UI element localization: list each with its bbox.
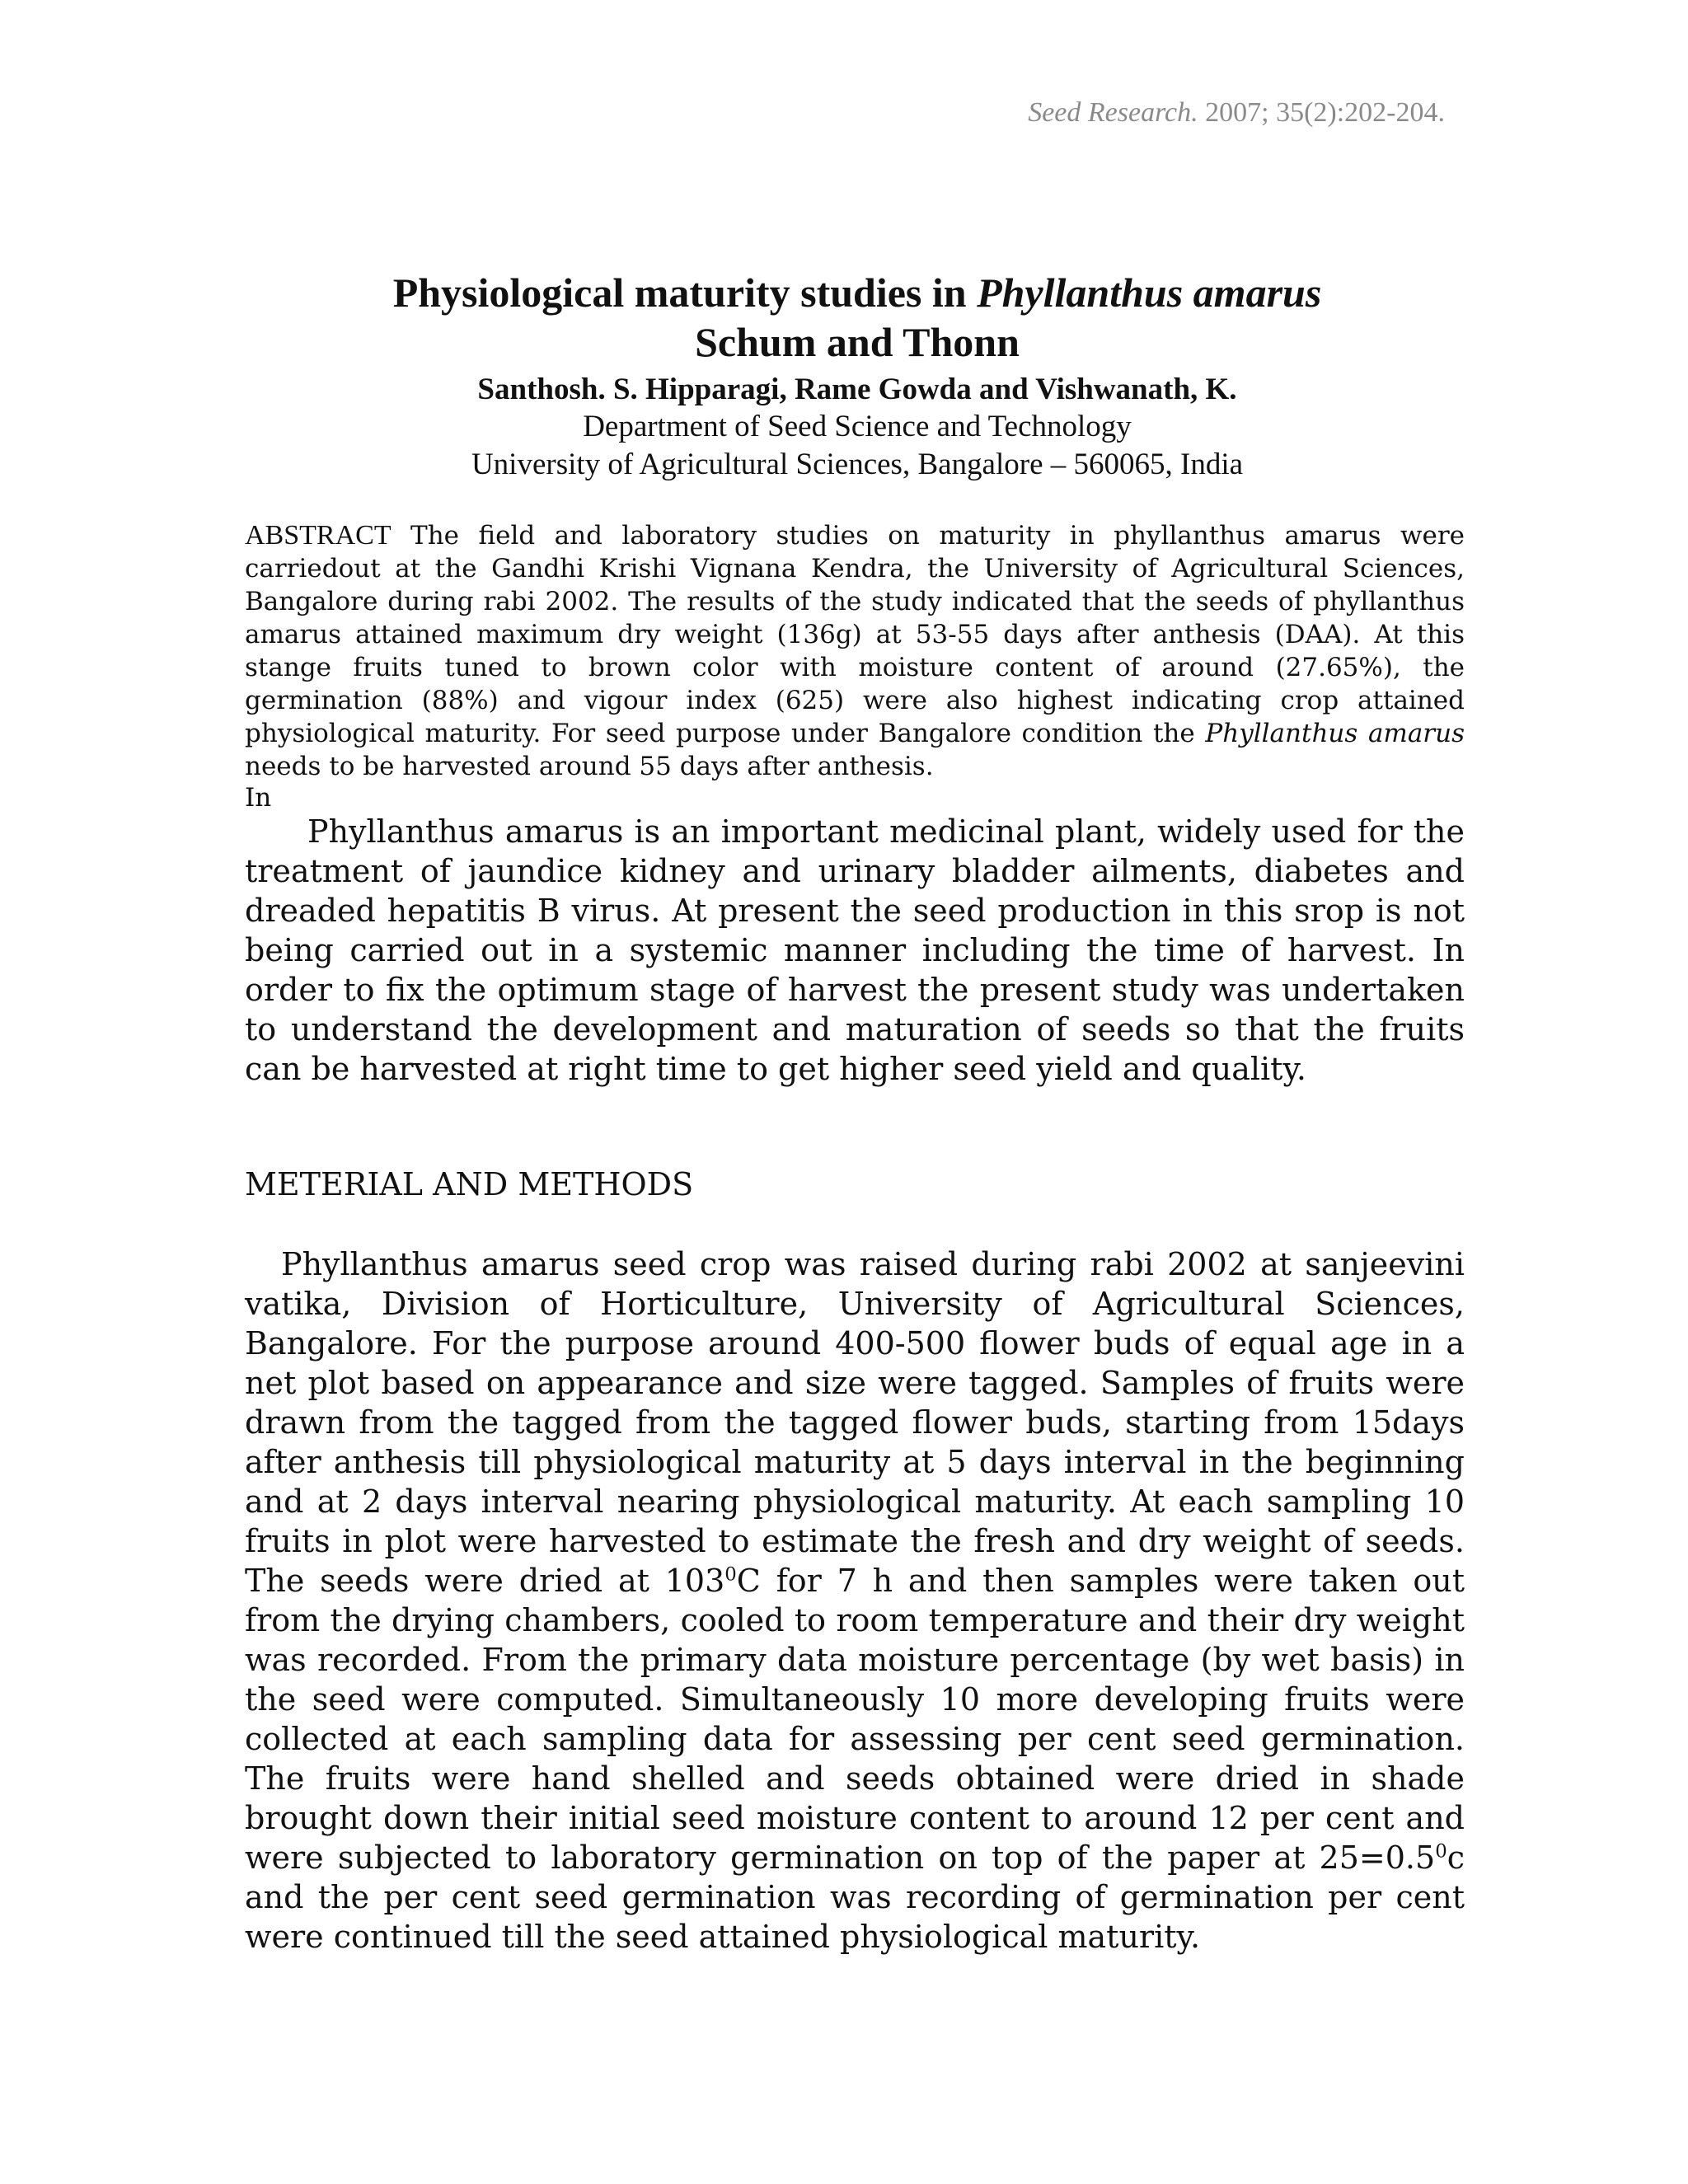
university: University of Agricultural Sciences, Bangalore – 560065, India xyxy=(471,448,1244,481)
abstract-text-end: needs to be harvested around 55 days after anthesis. xyxy=(245,752,934,781)
methods-text-2: C for 7 h and then samples were taken out from the drying chambers, cooled to room temperature and their dry weight was recorded. From the primary data moisture percentage (by wet basis) in the seed were computed. Simultaneously 10 more developing fruits were collected at each sampling data for assessing per cent seed germination. The fruits were hand shelled and seeds obtained were dried in shade brought down their initial seed moisture content to around 12 per cent and were subjected to laboratory germination on top of the paper at 25=0.5 xyxy=(245,1563,1465,1876)
methods-text-1: Phyllanthus amarus seed crop was raised during rabi 2002 at sanjeevini vatika, Division of Horticulture, University of Agricultural Sciences, Bangalore. For the purpose around 400-500 flower buds of equal age in a net plot based on appearance and size were tagged. Samples of fruits were drawn from the tagged from the tagged flower buds, starting from 15days after anthesis till physiological maturity at 5 days interval in the beginning and at 2 days interval nearing physiological maturity. At each sampling 10 fruits in plot were harvested to estimate the fresh and dry weight of seeds. The seeds were dried at 103 xyxy=(245,1246,1465,1599)
department: Department of Seed Science and Technology xyxy=(583,410,1132,443)
abstract xyxy=(245,519,1465,783)
methods-text-3: c and the per cent seed germination was recording of germination per cent were continued till the seed attained physiological maturity. xyxy=(245,1840,1465,1955)
title-species: Phyllanthus amarus xyxy=(977,269,1322,316)
paper-title xyxy=(0,268,1688,367)
abstract-label: ABSTRACT xyxy=(245,520,392,551)
journal-name: Seed Research. xyxy=(1028,97,1198,128)
superscript-2: 0 xyxy=(1435,1840,1447,1863)
title-block xyxy=(0,268,1688,484)
introduction-paragraph xyxy=(245,812,1465,1089)
title-text: Physiological maturity studies in xyxy=(392,269,978,316)
abstract-species: Phyllanthus amarus xyxy=(1205,719,1465,748)
title-line-2: Schum and Thonn xyxy=(695,319,1020,365)
section-heading: METERIAL AND METHODS xyxy=(245,1166,694,1202)
superscript-1: 0 xyxy=(724,1563,737,1586)
author-list: Santhosh. S. Hipparagi, Rame Gowda and Vishwanath, K. xyxy=(477,373,1237,406)
citation-details: 2007; 35(2):202-204. xyxy=(1198,97,1445,128)
journal-citation xyxy=(1028,97,1445,129)
stray-word: In xyxy=(245,783,272,813)
methods-paragraph xyxy=(245,1244,1465,1957)
introduction-text: Phyllanthus amarus is an important medicinal plant, widely used for the treatment of jaundice kidney and urinary bladder ailments, diabetes and dreaded hepatitis B virus. At present the seed production in this srop is not being carried out in a systemic manner including the time of harvest. In order to fix the optimum stage of harvest the present study was undertaken to understand the development and maturation of seeds so that the fruits can be harvested at right time to get higher seed yield and quality. xyxy=(245,813,1465,1087)
abstract-text: The field and laboratory studies on maturity in phyllanthus amarus were carriedout at the Gandhi Krishi Vignana Kendra, the University of Agricultural Sciences, Bangalore during rabi 2002. The results of the study indicated that the seeds of phyllanthus amarus attained maximum dry weight (136g) at 53-55 days after anthesis (DAA). At this stange fruits tuned to brown color with moisture content of around (27.65%), the germination (88%) and vigour index (625) were also highest indicating crop attained physiological maturity. For seed purpose under Bangalore condition the xyxy=(245,521,1465,748)
